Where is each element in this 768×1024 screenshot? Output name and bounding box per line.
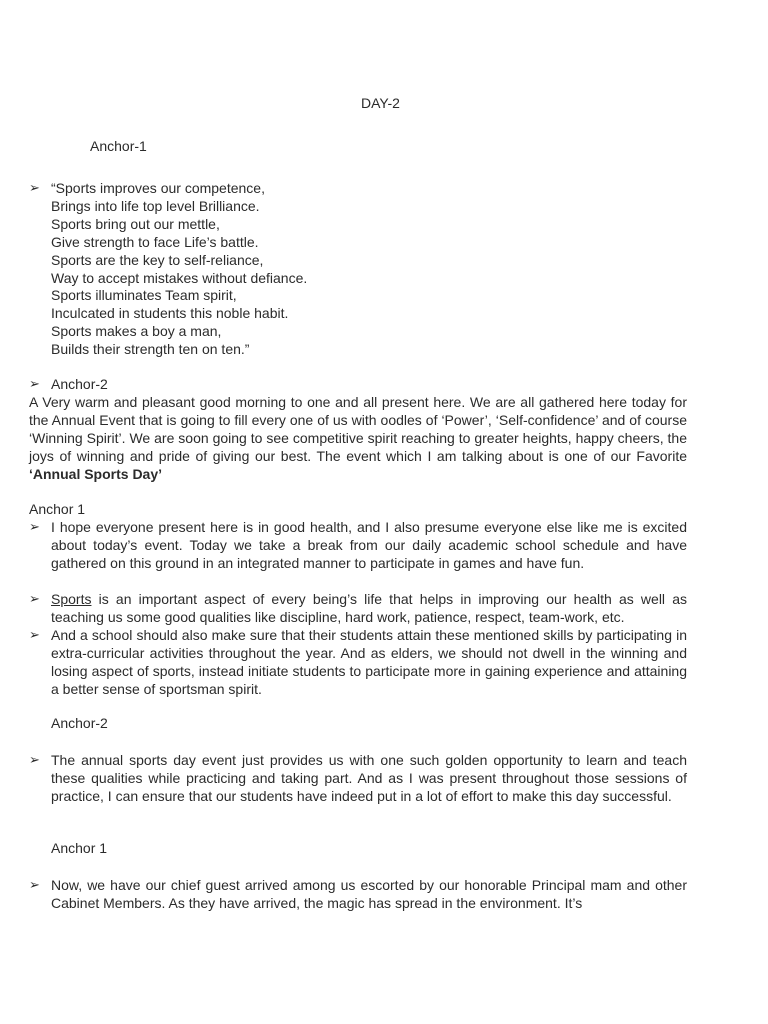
- bullet-2-text: is an important aspect of every being’s life that helps in improving our health as well as teaching us some good qualities like discipline, hard work, patience, respect, team-work, etc.: [51, 591, 687, 625]
- bullet-paragraph-5: Now, we have our chief guest arrived among us escorted by our honorable Principal mam and other Cabinet Members. As they have arrived, the magic has spread in the environment. It’s: [51, 877, 687, 911]
- page-title: DAY-2: [361, 95, 400, 111]
- bullet-arrow-icon: ➢: [29, 752, 40, 767]
- anchor-2-label: Anchor-2: [51, 376, 108, 392]
- poem-line: Sports bring out our mettle,: [51, 215, 220, 232]
- bullet-arrow-icon: ➢: [29, 519, 40, 534]
- bullet-arrow-icon: ➢: [29, 877, 40, 892]
- poem-line: Brings into life top level Brilliance.: [51, 197, 260, 214]
- poem-line: Sports illuminates Team spirit,: [51, 287, 237, 304]
- poem-line: Builds their strength ten on ten.”: [51, 341, 250, 358]
- sports-underlined: Sports: [51, 591, 92, 607]
- bullet-paragraph-3: And a school should also make sure that their students attain these mentioned skills by participating in extra-curricular activities throughout the year. And as elders, we should not dwell in the winning and losing aspect of sports, instead initiate students to participate more in gaining experience and attaining a better sense of sportsman spirit.: [51, 627, 687, 697]
- anchor-2-text: A Very warm and pleasant good morning to one and all present here. We are all gathered here today for the Annual Event that is going to fill every one of us with oodles of ‘Power’, ‘Self-confidence’ and of course ‘Winning Spirit’. We are soon going to see competitive spirit reaching to greater heights, happy cheers, the joys of winning and pride of giving our best. The event which I am talking about is one of our Favorite: [29, 394, 687, 464]
- bullet-paragraph-1: I hope everyone present here is in good health, and I also presume everyone else like me is excited about today’s event. Today we take a break from our daily academic school schedule and have gathered on this ground in an integrated manner to participate in games and have fun.: [51, 519, 687, 571]
- poem-line: “Sports improves our competence,: [51, 180, 265, 196]
- bullet-arrow-icon: ➢: [29, 627, 40, 642]
- anchor-2-label-b: Anchor-2: [51, 715, 108, 731]
- anchor-1-label-c: Anchor 1: [51, 840, 108, 856]
- poem-line: Inculcated in students this noble habit.: [51, 305, 289, 322]
- annual-sports-day-emphasis: ‘Annual Sports Day’: [29, 466, 163, 482]
- bullet-arrow-icon: ➢: [29, 591, 40, 606]
- poem-line: Sports are the key to self-reliance,: [51, 251, 264, 268]
- poem-line: Give strength to face Life’s battle.: [51, 233, 259, 250]
- bullet-arrow-icon: ➢: [29, 376, 40, 391]
- poem-line: Way to accept mistakes without defiance.: [51, 269, 308, 286]
- anchor-heading-1: Anchor-1: [90, 138, 147, 154]
- anchor-1-label: Anchor 1: [29, 501, 86, 517]
- bullet-arrow-icon: ➢: [29, 180, 40, 195]
- bullet-paragraph-2: [51, 590, 687, 626]
- poem-line: Sports makes a boy a man,: [51, 323, 222, 340]
- anchor-2-paragraph: [29, 393, 687, 483]
- bullet-paragraph-4: The annual sports day event just provides us with one such golden opportunity to learn and teach these qualities while practicing and taking part. And as I was present throughout those sessions of practice, I can ensure that our students have indeed put in a lot of effort to make this day successful.: [51, 752, 687, 804]
- poem-block: [51, 180, 307, 359]
